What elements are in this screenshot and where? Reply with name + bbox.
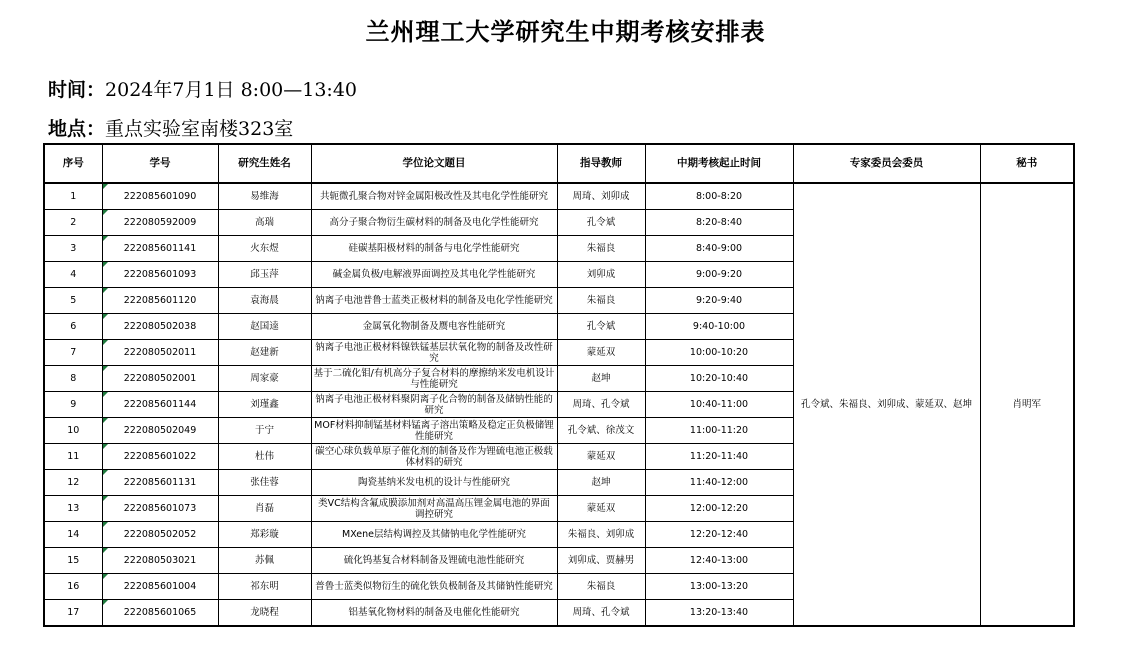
cell-time-slot: 12:20-12:40 <box>645 522 793 548</box>
cell-index: 5 <box>44 288 102 314</box>
cell-time-slot: 11:20-11:40 <box>645 444 793 470</box>
cell-student-id: 222085601120 <box>102 288 218 314</box>
cell-student-name: 赵国逵 <box>218 314 311 340</box>
cell-advisor: 刘卯成、贾赫男 <box>557 548 645 574</box>
cell-time-slot: 12:00-12:20 <box>645 496 793 522</box>
header-row <box>44 144 1074 183</box>
table-row <box>44 183 1074 210</box>
cell-index: 10 <box>44 418 102 444</box>
cell-time-slot: 13:20-13:40 <box>645 600 793 627</box>
cell-student-name: 周家豪 <box>218 366 311 392</box>
cell-index: 8 <box>44 366 102 392</box>
cell-student-name: 苏佩 <box>218 548 311 574</box>
cell-index: 2 <box>44 210 102 236</box>
cell-index: 13 <box>44 496 102 522</box>
cell-time-slot: 10:20-10:40 <box>645 366 793 392</box>
cell-student-id: 222080502049 <box>102 418 218 444</box>
cell-advisor: 朱福良 <box>557 574 645 600</box>
cell-advisor: 周琦、刘卯成 <box>557 183 645 210</box>
cell-thesis-title: 金属氧化物制备及赝电容性能研究 <box>311 314 557 340</box>
schedule-table <box>43 143 1075 627</box>
cell-index: 9 <box>44 392 102 418</box>
cell-thesis-title: 碱金属负极/电解液界面调控及其电化学性能研究 <box>311 262 557 288</box>
cell-index: 11 <box>44 444 102 470</box>
cell-thesis-title: 普鲁士蓝类似物衍生的硫化铁负极制备及其储钠性能研究 <box>311 574 557 600</box>
cell-student-name: 杜伟 <box>218 444 311 470</box>
cell-student-id: 222080502001 <box>102 366 218 392</box>
cell-time-slot: 10:00-10:20 <box>645 340 793 366</box>
cell-student-name: 赵建新 <box>218 340 311 366</box>
cell-time-slot: 11:00-11:20 <box>645 418 793 444</box>
cell-student-name: 祁东明 <box>218 574 311 600</box>
cell-index: 17 <box>44 600 102 627</box>
document-title: 兰州理工大学研究生中期考核安排表 <box>365 17 766 46</box>
cell-advisor: 孔令斌 <box>557 210 645 236</box>
cell-student-name: 高瑞 <box>218 210 311 236</box>
cell-student-id: 222085601090 <box>102 183 218 210</box>
cell-thesis-title: 共轭微孔聚合物对锌金属阳极改性及其电化学性能研究 <box>311 183 557 210</box>
cell-thesis-title: 钠离子电池正极材料聚阴离子化合物的制备及储钠性能的研究 <box>311 392 557 418</box>
cell-thesis-title: 基于二硫化钼/有机高分子复合材料的摩擦纳米发电机设计与性能研究 <box>311 366 557 392</box>
secretary-name: 肖明军 <box>980 183 1074 626</box>
cell-student-name: 张佳蓉 <box>218 470 311 496</box>
cell-index: 12 <box>44 470 102 496</box>
cell-index: 6 <box>44 314 102 340</box>
cell-time-slot: 12:40-13:00 <box>645 548 793 574</box>
cell-student-id: 222085601131 <box>102 470 218 496</box>
cell-advisor: 赵坤 <box>557 470 645 496</box>
cell-index: 3 <box>44 236 102 262</box>
cell-student-name: 肖磊 <box>218 496 311 522</box>
cell-student-id: 222080502038 <box>102 314 218 340</box>
header-secretary: 秘书 <box>980 144 1074 183</box>
cell-advisor: 蒙延双 <box>557 444 645 470</box>
place-value: 重点实验室南楼323室 <box>105 118 294 140</box>
cell-student-id: 222085601073 <box>102 496 218 522</box>
cell-student-id: 222085601093 <box>102 262 218 288</box>
cell-index: 15 <box>44 548 102 574</box>
cell-student-id: 222085601144 <box>102 392 218 418</box>
header-name: 研究生姓名 <box>218 144 311 183</box>
time-value: 2024年7月1日 8:00—13:40 <box>105 79 358 101</box>
cell-thesis-title: 钠离子电池普鲁士蓝类正极材料的制备及电化学性能研究 <box>311 288 557 314</box>
cell-advisor: 周琦、孔令斌 <box>557 600 645 627</box>
header-time: 中期考核起止时间 <box>645 144 793 183</box>
cell-time-slot: 9:00-9:20 <box>645 262 793 288</box>
cell-student-name: 邱玉萍 <box>218 262 311 288</box>
cell-student-name: 袁海晨 <box>218 288 311 314</box>
cell-student-id: 222085601141 <box>102 236 218 262</box>
cell-time-slot: 11:40-12:00 <box>645 470 793 496</box>
header-advisor: 指导教师 <box>557 144 645 183</box>
cell-thesis-title: 钠离子电池正极材料镍铁锰基层状氧化物的制备及改性研究 <box>311 340 557 366</box>
place-line <box>48 114 293 141</box>
cell-index: 1 <box>44 183 102 210</box>
cell-thesis-title: MOF材料抑制锰基材料锰离子溶出策略及稳定正负极储锂性能研究 <box>311 418 557 444</box>
cell-index: 7 <box>44 340 102 366</box>
cell-student-id: 222085601004 <box>102 574 218 600</box>
cell-student-name: 龙晓程 <box>218 600 311 627</box>
cell-advisor: 朱福良、刘卯成 <box>557 522 645 548</box>
cell-student-id: 222085601022 <box>102 444 218 470</box>
cell-index: 16 <box>44 574 102 600</box>
cell-time-slot: 9:40-10:00 <box>645 314 793 340</box>
cell-time-slot: 13:00-13:20 <box>645 574 793 600</box>
cell-student-name: 于宁 <box>218 418 311 444</box>
cell-thesis-title: 硅碳基阳极材料的制备与电化学性能研究 <box>311 236 557 262</box>
cell-thesis-title: 硫化钨基复合材料制备及锂硫电池性能研究 <box>311 548 557 574</box>
cell-thesis-title: 碳空心球负载单原子催化剂的制备及作为锂硫电池正极载体材料的研究 <box>311 444 557 470</box>
cell-student-name: 易维海 <box>218 183 311 210</box>
time-label: 时间： <box>48 79 106 101</box>
cell-advisor: 孔令斌 <box>557 314 645 340</box>
cell-index: 14 <box>44 522 102 548</box>
cell-advisor: 周琦、孔令斌 <box>557 392 645 418</box>
header-committee: 专家委员会委员 <box>793 144 980 183</box>
cell-time-slot: 8:40-9:00 <box>645 236 793 262</box>
cell-index: 4 <box>44 262 102 288</box>
cell-student-id: 222080503021 <box>102 548 218 574</box>
cell-thesis-title: 类VC结构含氟成膜添加剂对高温高压锂金属电池的界面调控研究 <box>311 496 557 522</box>
cell-advisor: 蒙延双 <box>557 496 645 522</box>
cell-student-name: 郑彩璇 <box>218 522 311 548</box>
committee-members: 孔令斌、朱福良、刘卯成、蒙延双、赵坤 <box>793 183 980 626</box>
cell-time-slot: 10:40-11:00 <box>645 392 793 418</box>
cell-advisor: 朱福良 <box>557 236 645 262</box>
header-student-id: 学号 <box>102 144 218 183</box>
cell-student-id: 222080592009 <box>102 210 218 236</box>
cell-student-name: 火东煜 <box>218 236 311 262</box>
schedule-body <box>44 183 1074 626</box>
cell-advisor: 蒙延双 <box>557 340 645 366</box>
cell-time-slot: 8:00-8:20 <box>645 183 793 210</box>
cell-time-slot: 9:20-9:40 <box>645 288 793 314</box>
time-line <box>48 75 357 102</box>
cell-advisor: 孔令斌、徐茂文 <box>557 418 645 444</box>
cell-thesis-title: 铝基氧化物材料的制备及电催化性能研究 <box>311 600 557 627</box>
cell-student-id: 222080502052 <box>102 522 218 548</box>
cell-advisor: 赵坤 <box>557 366 645 392</box>
cell-time-slot: 8:20-8:40 <box>645 210 793 236</box>
cell-student-id: 222085601065 <box>102 600 218 627</box>
cell-thesis-title: MXene层结构调控及其储钠电化学性能研究 <box>311 522 557 548</box>
cell-student-id: 222080502011 <box>102 340 218 366</box>
header-thesis: 学位论文题目 <box>311 144 557 183</box>
cell-advisor: 刘卯成 <box>557 262 645 288</box>
place-label: 地点： <box>48 118 106 140</box>
cell-student-name: 刘瑾鑫 <box>218 392 311 418</box>
cell-thesis-title: 陶瓷基纳米发电机的设计与性能研究 <box>311 470 557 496</box>
cell-thesis-title: 高分子聚合物衍生碳材料的制备及电化学性能研究 <box>311 210 557 236</box>
header-index: 序号 <box>44 144 102 183</box>
cell-advisor: 朱福良 <box>557 288 645 314</box>
